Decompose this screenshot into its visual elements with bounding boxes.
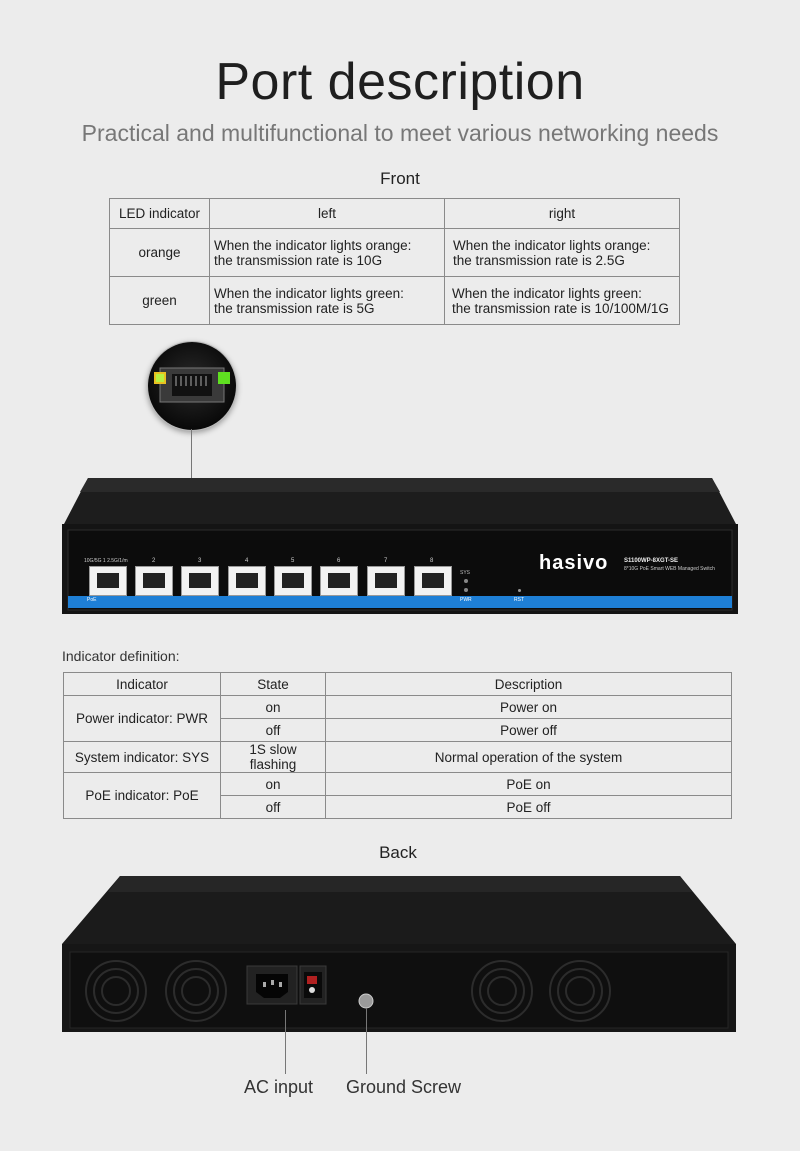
indicator-header: Indicator — [64, 673, 221, 696]
port-number: 4 — [245, 558, 249, 564]
ground-screw-leader — [366, 1008, 367, 1074]
indicator-name: PoE indicator: PoE — [64, 773, 221, 819]
cell-line: When the indicator lights green: — [214, 285, 404, 301]
reset-button — [518, 589, 521, 592]
led-header-left: left — [210, 199, 445, 229]
ethernet-port-3 — [181, 566, 219, 596]
led-header-right: right — [445, 199, 680, 229]
pwr-led — [464, 588, 468, 592]
indicator-desc: PoE on — [326, 773, 732, 796]
ac-input-label: AC input — [244, 1077, 314, 1097]
led-row-right — [445, 229, 680, 277]
blue-strip — [68, 596, 732, 608]
port-number: 7 — [384, 558, 388, 564]
indicator-desc: Power on — [326, 696, 732, 719]
ethernet-port-4 — [228, 566, 266, 596]
indicator-desc: PoE off — [326, 796, 732, 819]
ac-input-leader — [285, 1010, 286, 1074]
indicator-desc: Power off — [326, 719, 732, 742]
led-right-glow — [218, 372, 230, 384]
indicator-state: on — [221, 773, 326, 796]
page-subtitle: Practical and multifunctional to meet various networking needs — [81, 120, 719, 146]
front-section-label: Front — [380, 169, 420, 188]
ethernet-port-1 — [89, 566, 127, 596]
description-header: Description — [326, 673, 732, 696]
led-row-left — [210, 229, 445, 277]
port-number: 3 — [198, 558, 202, 564]
led-row-right — [445, 277, 680, 325]
sys-led — [464, 579, 468, 583]
table-row — [110, 277, 680, 325]
port-number: 8 — [430, 558, 434, 564]
indicator-state: off — [221, 719, 326, 742]
led-left-glow — [156, 374, 164, 382]
cell-line: the transmission rate is 10G — [214, 252, 383, 268]
led-row-name: orange — [110, 229, 210, 277]
indicator-caption: Indicator definition: — [62, 648, 180, 664]
brand-logo: hasivo — [539, 552, 609, 574]
port-number: 5 — [291, 558, 295, 564]
cell-line: the transmission rate is 2.5G — [453, 252, 625, 268]
port1-caption: 10G/5G 1 2.5G/1/m — [84, 558, 128, 564]
cell-line: When the indicator lights orange: — [453, 237, 651, 253]
rst-label: RST — [514, 597, 524, 603]
indicator-state: on — [221, 696, 326, 719]
led-zoom-circle — [147, 341, 237, 431]
ethernet-port-2 — [135, 566, 173, 596]
switch-front-image — [60, 478, 740, 618]
cell-line: the transmission rate is 5G — [214, 300, 375, 316]
cell-line: When the indicator lights green: — [452, 285, 642, 301]
cell-line: When the indicator lights orange: — [214, 237, 412, 253]
led-row-left — [210, 277, 445, 325]
pwr-label: PWR — [460, 597, 472, 603]
table-row — [64, 773, 732, 796]
port-number: 2 — [152, 558, 156, 564]
indicator-definition-table — [63, 672, 732, 819]
ethernet-port-6 — [320, 566, 358, 596]
indicator-state: off — [221, 796, 326, 819]
table-row — [110, 229, 680, 277]
poe-label: PoE — [87, 597, 97, 603]
ethernet-port-7 — [367, 566, 405, 596]
model-description: 8*10G PoE Smart WEB Managed Switch — [624, 566, 715, 572]
state-header: State — [221, 673, 326, 696]
page-title: Port description — [215, 53, 585, 111]
back-section-label: Back — [379, 843, 417, 862]
ethernet-port-8 — [414, 566, 452, 596]
port-number: 6 — [337, 558, 341, 564]
switch-back-image — [60, 874, 740, 1034]
ground-screw-label: Ground Screw — [346, 1077, 462, 1097]
indicator-desc: Normal operation of the system — [326, 742, 732, 773]
table-row — [64, 696, 732, 719]
cell-line: the transmission rate is 10/100M/1G — [452, 300, 669, 316]
table-row — [64, 742, 732, 773]
model-name: S1100WP-8XGT-SE — [624, 558, 679, 564]
led-header-indicator: LED indicator — [110, 199, 210, 229]
led-row-name: green — [110, 277, 210, 325]
led-zoom-image — [148, 342, 236, 430]
ethernet-port-5 — [274, 566, 312, 596]
indicator-name: System indicator: SYS — [64, 742, 221, 773]
indicator-name: Power indicator: PWR — [64, 696, 221, 742]
led-indicator-table — [109, 198, 680, 325]
sys-label: SYS — [460, 570, 471, 576]
indicator-state: 1S slow flashing — [221, 742, 326, 773]
